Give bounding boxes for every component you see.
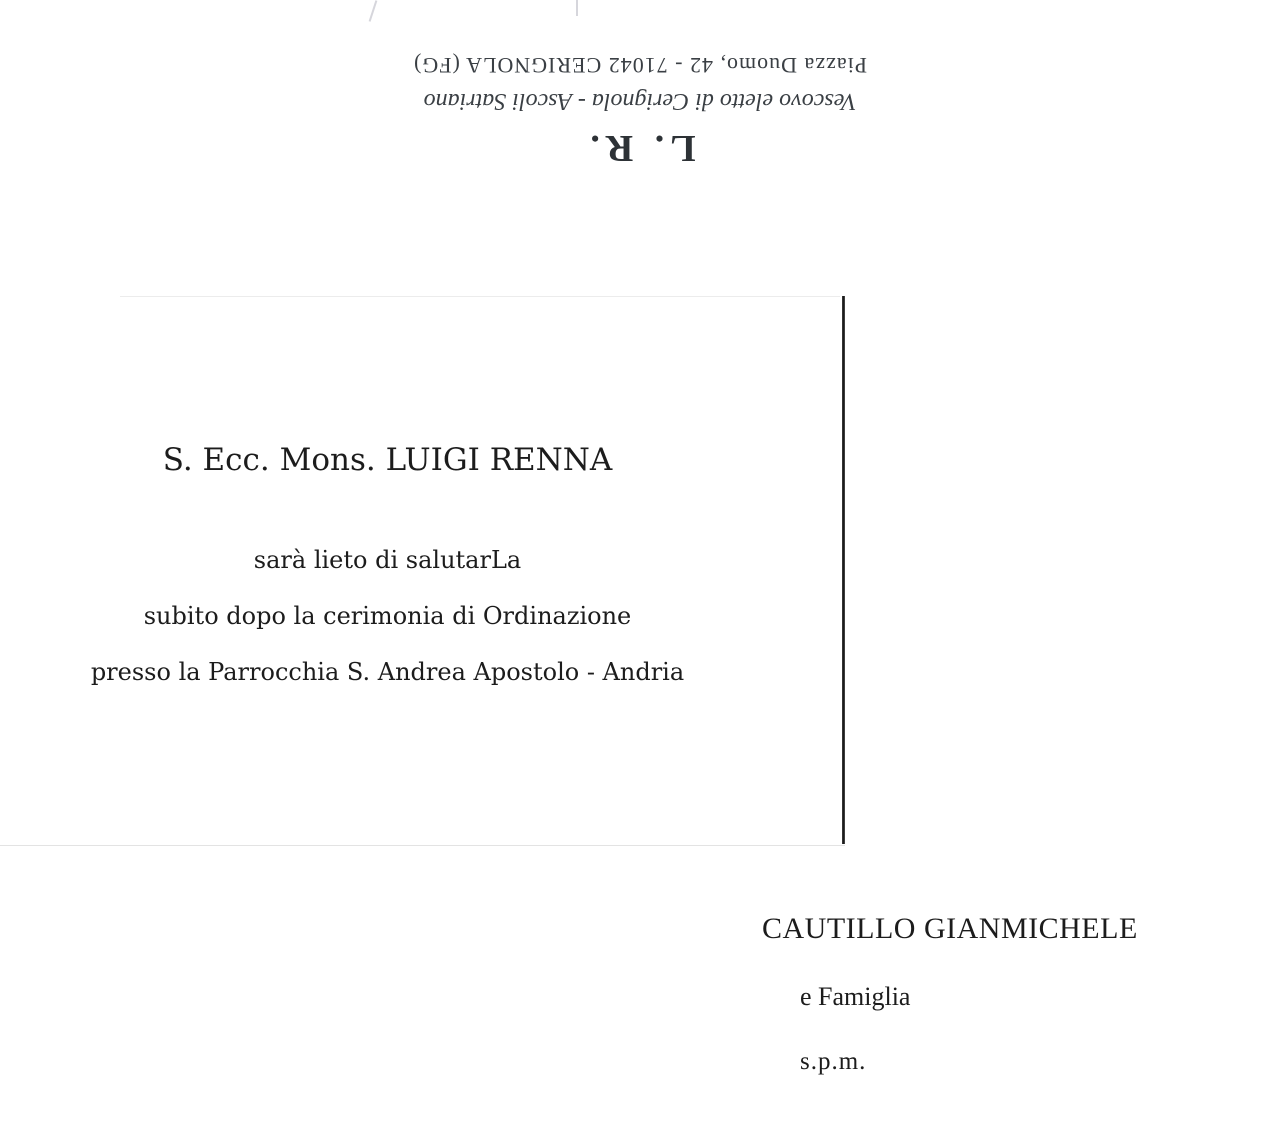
sender-spm: s.p.m. xyxy=(800,1048,867,1075)
scan-mark xyxy=(369,0,378,22)
letterhead-role: Vescovo eletto di Cerignola - Ascoli Satriano xyxy=(423,88,857,114)
letterhead-initials: L. R. xyxy=(584,127,696,169)
sender-name: CAUTILLO GIANMICHELE xyxy=(762,912,1138,945)
card-title: S. Ecc. Mons. LUIGI RENNA xyxy=(162,442,613,478)
card-right-edge xyxy=(842,296,845,844)
card-line: presso la Parrocchia S. Andrea Apostolo - Andria xyxy=(90,658,685,686)
card-line: subito dopo la cerimonia di Ordinazione xyxy=(143,602,632,630)
card-bottom-edge xyxy=(0,845,845,846)
letterhead-address: Piazza Duomo, 42 - 71042 CERIGNOLA (FG) xyxy=(413,53,867,78)
sender-family: e Famiglia xyxy=(800,982,911,1011)
scan-mark xyxy=(576,0,578,16)
card-top-edge xyxy=(120,296,840,297)
card-line: sarà lieto di salutarLa xyxy=(253,546,522,574)
letterhead-upside-down xyxy=(380,20,900,170)
